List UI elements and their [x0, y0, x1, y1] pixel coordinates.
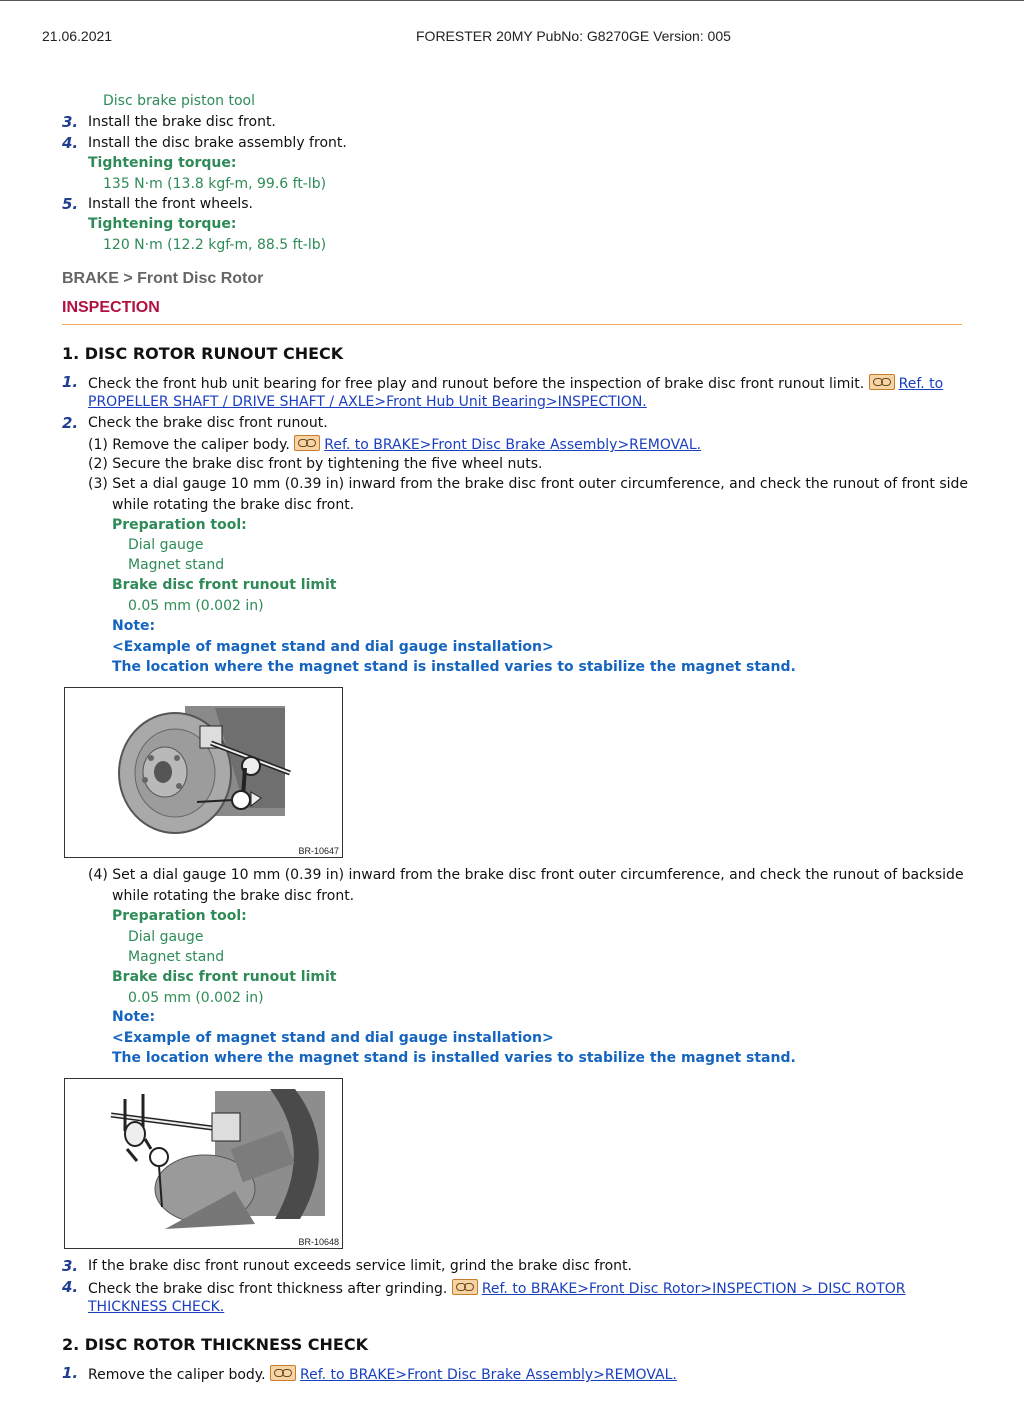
- figure-caption: BR-10647: [298, 846, 339, 856]
- torque-label: Tightening torque:: [88, 155, 237, 171]
- item-text: Check the brake disc front runout.: [88, 415, 328, 431]
- substep-text: (2) Secure the brake disc front by tightening the five wheel nuts.: [88, 456, 543, 472]
- print-date: 21.06.2021: [42, 28, 113, 44]
- limit-value: 0.05 mm (0.002 in): [128, 990, 264, 1006]
- item-text: If the brake disc front runout exceeds service limit, grind the brake disc front.: [88, 1258, 632, 1274]
- reference-link[interactable]: Ref. to BRAKE>Front Disc Rotor>INSPECTION > DISC ROTOR: [481, 1281, 906, 1297]
- disc-rotor-back-illustration: [65, 1079, 342, 1248]
- top-border: [0, 0, 1024, 1]
- reference-link-icon[interactable]: [869, 374, 895, 390]
- substep-text: (3) Set a dial gauge 10 mm (0.39 in) inward from the brake disc front outer circumference, and check the runout of front side: [88, 476, 969, 492]
- substep: [88, 435, 701, 453]
- item-text-body: Check the brake disc front thickness after grinding.: [88, 1281, 448, 1297]
- step-number: 3.: [62, 113, 79, 131]
- item-number: 3.: [62, 1257, 79, 1275]
- reference-link[interactable]: Ref. to BRAKE>Front Disc Brake Assembly>REMOVAL.: [299, 1367, 677, 1383]
- substep-text: while rotating the brake disc front.: [112, 888, 355, 904]
- limit-label: Brake disc front runout limit: [112, 577, 337, 593]
- prep-tool-label: Preparation tool:: [112, 908, 247, 924]
- step-text: Install the front wheels.: [88, 196, 253, 212]
- substep-text: (1) Remove the caliper body.: [88, 437, 290, 453]
- title-divider: [62, 324, 962, 325]
- step-text: Install the brake disc front.: [88, 114, 276, 130]
- item-number: 4.: [62, 1278, 79, 1296]
- reference-link-icon[interactable]: [270, 1365, 296, 1381]
- item-text: [88, 374, 943, 392]
- item-number: 2.: [62, 414, 79, 432]
- note-label: Note:: [112, 618, 156, 634]
- note-example: <Example of magnet stand and dial gauge installation>: [112, 639, 554, 655]
- section-heading: 2. DISC ROTOR THICKNESS CHECK: [62, 1335, 368, 1354]
- step-number: 4.: [62, 134, 79, 152]
- tool-name: Magnet stand: [128, 557, 225, 573]
- torque-value: 135 N·m (13.8 kgf-m, 99.6 ft-lb): [103, 176, 327, 192]
- item-number: 1.: [62, 373, 79, 391]
- item-text-body: Remove the caliper body.: [88, 1367, 266, 1383]
- reference-link[interactable]: Ref. to: [898, 376, 944, 392]
- figure-disc-back-runout: [64, 1078, 343, 1249]
- breadcrumb: BRAKE > Front Disc Rotor: [62, 270, 264, 287]
- figure-caption: BR-10648: [298, 1237, 339, 1247]
- page-title: INSPECTION: [62, 299, 160, 316]
- note-example: <Example of magnet stand and dial gauge installation>: [112, 1030, 554, 1046]
- tool-name: Magnet stand: [128, 949, 225, 965]
- reference-link[interactable]: Ref. to BRAKE>Front Disc Brake Assembly>REMOVAL.: [324, 437, 702, 453]
- figure-disc-front-runout: [64, 687, 343, 858]
- item-text: [88, 1279, 906, 1297]
- disc-rotor-illustration: [65, 688, 342, 857]
- tool-name: Disc brake piston tool: [103, 93, 255, 109]
- note-label: Note:: [112, 1009, 156, 1025]
- reference-link[interactable]: PROPELLER SHAFT / DRIVE SHAFT / AXLE>Front Hub Unit Bearing>INSPECTION.: [88, 394, 647, 410]
- substep-text: while rotating the brake disc front.: [112, 497, 355, 513]
- item-number: 1.: [62, 1364, 79, 1382]
- limit-value: 0.05 mm (0.002 in): [128, 598, 264, 614]
- tool-name: Dial gauge: [128, 537, 204, 553]
- item-text: [88, 1365, 677, 1383]
- step-text: Install the disc brake assembly front.: [88, 135, 347, 151]
- tool-name: Dial gauge: [128, 929, 204, 945]
- prep-tool-label: Preparation tool:: [112, 517, 247, 533]
- step-number: 5.: [62, 195, 79, 213]
- note-text: The location where the magnet stand is installed varies to stabilize the magnet stand.: [112, 1050, 796, 1066]
- reference-link-icon[interactable]: [294, 435, 320, 451]
- torque-label: Tightening torque:: [88, 216, 237, 232]
- substep-text: (4) Set a dial gauge 10 mm (0.39 in) inward from the brake disc front outer circumference, and check the runout of backside: [88, 867, 964, 883]
- publication-info: FORESTER 20MY PubNo: G8270GE Version: 005: [416, 28, 731, 44]
- reference-link-icon[interactable]: [452, 1279, 478, 1295]
- note-text: The location where the magnet stand is installed varies to stabilize the magnet stand.: [112, 659, 796, 675]
- torque-value: 120 N·m (12.2 kgf-m, 88.5 ft-lb): [103, 237, 327, 253]
- reference-link[interactable]: THICKNESS CHECK.: [88, 1299, 225, 1315]
- limit-label: Brake disc front runout limit: [112, 969, 337, 985]
- item-text-body: Check the front hub unit bearing for free play and runout before the inspection of brake disc front runout limit.: [88, 376, 865, 392]
- section-heading: 1. DISC ROTOR RUNOUT CHECK: [62, 344, 344, 363]
